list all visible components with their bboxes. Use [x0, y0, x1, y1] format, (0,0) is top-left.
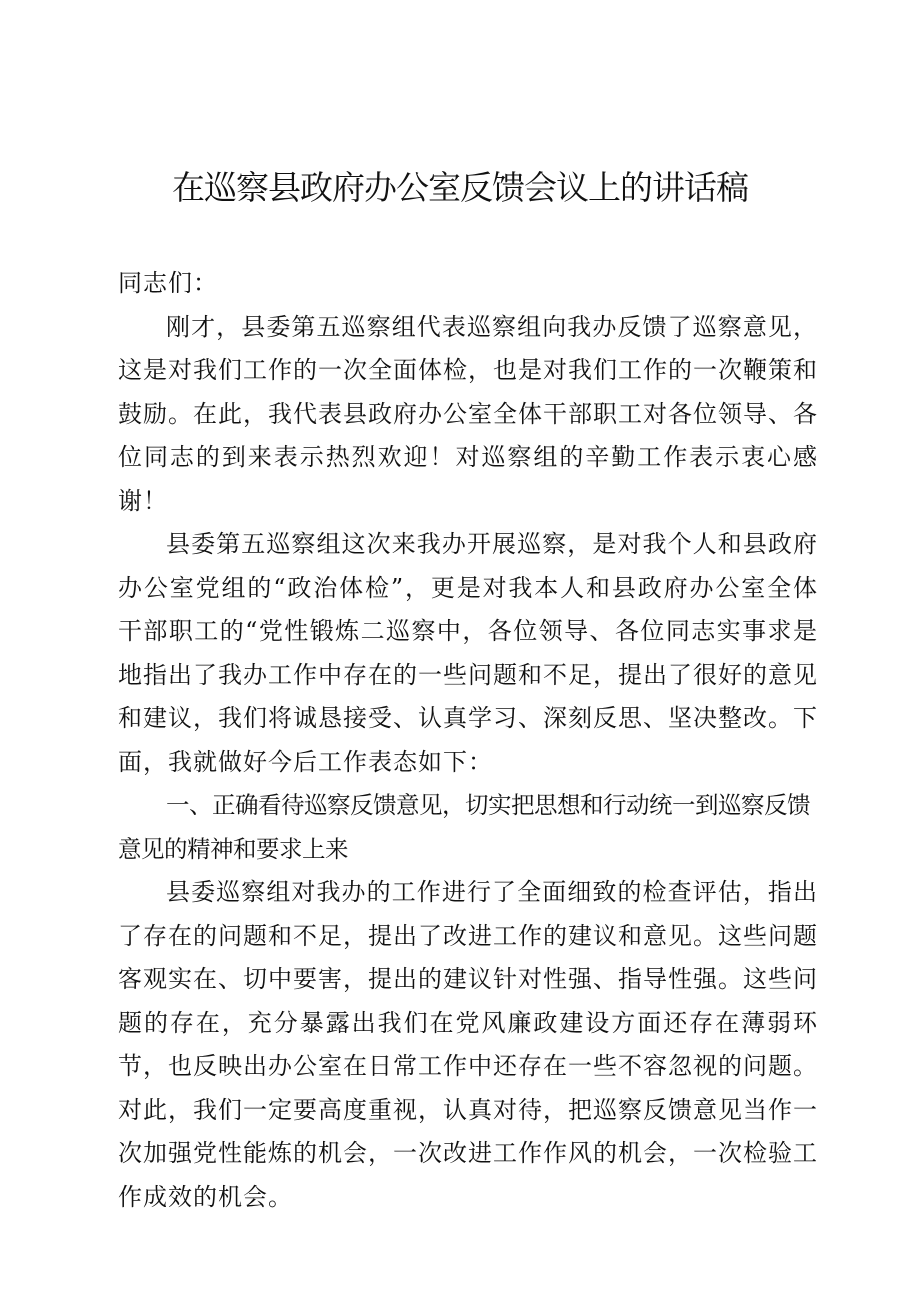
document-body — [118, 262, 818, 1219]
section-paragraph-1: 县委巡察组对我办的工作进行了全面细致的检查评估，指出了存在的问题和不足，提出了改进工作的建议和意见。这些问题客观实在、切中要害，提出的建议针对性强、指导性强。这些问题的存在，充分暴露出我们在党风廉政建设方面还存在薄弱环节，也反映出办公室在日常工作中还存在一些不容忽视的问题。对此，我们一定要高度重视，认真对待，把巡察反馈意见当作一次加强党性能炼的机会，一次改进工作作风的机会，一次检验工作成效的机会。 — [118, 878, 818, 1211]
section-heading-1: 一、正确看待巡察反馈意见，切实把思想和行动统一到巡察反馈意见的精神和要求上来 — [118, 791, 810, 863]
paragraph-inspection: 县委第五巡察组这次来我办开展巡察，是对我个人和县政府办公室党组的“政治体检”，更是对我本人和县政府办公室全体干部职工的“党性锻炼二巡察中，各位领导、各位同志实事求是地指出了我办工作中存在的一些问题和不足，提出了很好的意见和建议，我们将诚恳接受、认真学习、深刻反思、坚决整改。下面，我就做好今后工作表态如下： — [118, 530, 818, 776]
document-title: 在巡察县政府办公室反馈会议上的讲话稿 — [172, 168, 748, 207]
paragraph-opening: 刚才，县委第五巡察组代表巡察组向我办反馈了巡察意见，这是对我们工作的一次全面体检，也是对我们工作的一次鞭策和鼓励。在此，我代表县政府办公室全体干部职工对各位领导、各位同志的到来表示热烈欢迎！对巡察组的辛勤工作表示衷心感谢！ — [118, 312, 818, 515]
salutation: 同志们： — [118, 269, 218, 297]
